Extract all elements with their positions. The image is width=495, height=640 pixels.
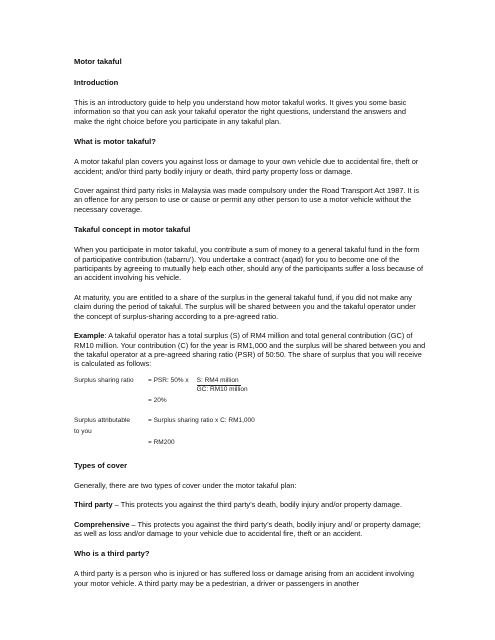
calc-denominator: GC: RM10 million xyxy=(196,385,248,393)
heading-introduction: Introduction xyxy=(74,78,119,87)
calc-attributable-label-a: Surplus attributable xyxy=(74,416,131,424)
calc-fraction xyxy=(197,377,252,394)
concept-paragraph-1: When you participate in motor takaful, you contribute a sum of money to a general takaful fund in the form of participative contribution (tabarru’). You undertake a contract (aqad) for you to become one of the participants by agreeing to mutually help each other, should any of the participants suffer a loss because of an accident involving his vehicle. xyxy=(74,245,424,283)
calc-attributable-formula: = Surplus sharing ratio x C: RM1,000 xyxy=(148,416,255,424)
example-label: Example xyxy=(74,331,105,341)
heading-types: Types of cover xyxy=(74,460,128,470)
example-paragraph xyxy=(74,331,426,369)
third-party-paragraph xyxy=(74,500,426,509)
heading-concept: Takaful concept in motor takaful xyxy=(74,225,191,235)
calc-ratio-result: = 20% xyxy=(148,396,167,404)
intro-paragraph: This is an introductory guide to help you understand how motor takaful works. It gives you some basic information so that you can ask your takaful operator the right questions, understand the answers and make the right choice before you participate in any takaful plan. xyxy=(74,98,407,126)
calc-row-attributable-result xyxy=(74,439,426,447)
what-is-paragraph-2: Cover against third party risks in Malaysia was made compulsory under the Road Transport Act 1987. It is an offence for any person to use or cause or permit any other person to use a motor vehicle without the necessary coverage. xyxy=(74,186,420,214)
calc-attributable-result: = RM200 xyxy=(148,438,175,446)
example-text: : A takaful operator has a total surplus (S) of RM4 million and total general contribution (GC) of RM10 million. Your contribution (C) for the year is RM1,000 and the surplus will be shared between you and the takaful operator at a pre-agreed sharing ratio (PSR) of 50:50. The share of surplus that you will receive is calculated as follows: xyxy=(74,331,426,369)
calc-row-attributable xyxy=(74,417,426,425)
heading-who: Who is a third party? xyxy=(74,549,150,559)
surplus-calculation xyxy=(74,377,426,447)
calc-ratio-label: Surplus sharing ratio xyxy=(74,376,134,384)
third-party-text: – This protects you against the third party’s death, bodily injury and/or property damage. xyxy=(112,500,402,510)
calc-ratio-formula: = PSR: 50% x xyxy=(148,376,189,384)
concept-paragraph-2: At maturity, you are entitled to a share of the surplus in the general takaful fund, if you did not make any claim during the period of takaful. The surplus will be shared between you and the takaful operator under the concept of surplus-sharing according to a pre-agreed ratio. xyxy=(74,292,416,321)
comprehensive-label: Comprehensive xyxy=(74,519,130,529)
document-title: Motor takaful xyxy=(74,57,122,66)
heading-what-is: What is motor takaful? xyxy=(74,137,156,147)
who-paragraph: A third party is a person who is injured or has suffered loss or damage arising from an accident involving your motor vehicle. A third party may be a pedestrian, a driver or passengers in another xyxy=(74,569,415,588)
types-intro: Generally, there are two types of cover under the motor takaful plan: xyxy=(74,480,297,490)
calc-row-ratio-result xyxy=(74,397,426,405)
third-party-label: Third party xyxy=(74,500,113,510)
document-content xyxy=(74,57,426,588)
comprehensive-text: – This protects you against the third party’s death, bodily injury and/ or property damage; as well as loss and/or damage to your vehicle due to accidental fire, theft or an accident. xyxy=(74,519,421,538)
what-is-paragraph-1: A motor takaful plan covers you against loss or damage to your own vehicle due to accidental fire, theft or accident; and/or third party bodily injury or death, third party property loss or damage. xyxy=(74,157,419,176)
calc-numerator: S: RM4 million xyxy=(196,376,239,384)
calc-row-attributable-2 xyxy=(74,428,426,436)
calc-row-ratio xyxy=(74,377,426,394)
calc-attributable-label-b: to you xyxy=(74,427,92,435)
comprehensive-paragraph xyxy=(74,520,426,539)
